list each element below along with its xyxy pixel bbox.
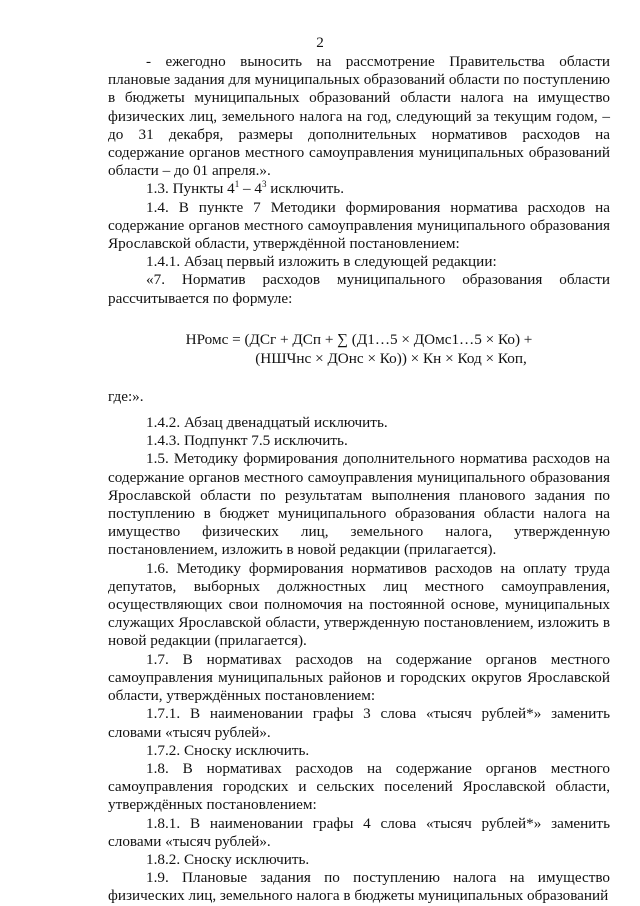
formula — [108, 330, 610, 368]
paragraph-1-4-3: 1.4.3. Подпункт 7.5 исключить. — [146, 432, 348, 450]
paragraph-1-7: 1.7. В нормативах расходов на содержание органов местного самоуправления муниципальных районов и городских округов Ярославской области, утверждённых постановлением: — [108, 650, 610, 705]
formula-line-2: (НШЧнс × ДОнс × Ко)) × Кн × Код × Коп, — [255, 349, 527, 367]
paragraph-1-4-1: 1.4.1. Абзац первый изложить в следующей редакции: — [146, 253, 497, 271]
paragraph-1-9: 1.9. Плановые задания по поступлению налога на имущество физических лиц, земельного налога в бюджеты муниципальных образований — [108, 869, 610, 905]
paragraph-1-8: 1.8. В нормативах расходов на содержание органов местного самоуправления городских и сельских поселений Ярославской области, утверждённых постановлением: — [108, 759, 610, 814]
paragraph-1-4: 1.4. В пункте 7 Методики формирования норматива расходов на содержание органов местного самоуправления муниципального образования Ярославской области, утверждённой постановлением: — [108, 198, 610, 253]
paragraph-1-7-2: 1.7.2. Сноску исключить. — [146, 741, 310, 759]
superscript-3: 3 — [261, 179, 267, 190]
paragraph-1-3-text-end: исключить. — [266, 180, 344, 198]
paragraph-where: где:». — [108, 387, 144, 405]
document-body — [108, 53, 610, 906]
paragraph-deadlines: - ежегодно выносить на рассмотрение Правительства области плановые задания для муниципальных образований области по поступлению в бюджеты муниципальных образований области налога на имущество физических лиц, земельного налога на год, следующий за текущим годом, – до 31 декабря, размеры дополнительных нормативов расходов на содержание органов местного самоуправления муниципальных образований области – до 01 апреля.». — [108, 53, 610, 180]
paragraph-1-8-1: 1.8.1. В наименовании графы 4 слова «тысяч рублей*» заменить словами «тысяч рублей». — [108, 814, 610, 850]
page-number: 2 — [316, 34, 324, 51]
paragraph-7-quote: «7. Норматив расходов муниципального образования области рассчитывается по формуле: — [108, 271, 610, 307]
paragraph-1-3 — [108, 180, 610, 198]
paragraph-1-3-text-mid: – 4 — [239, 180, 262, 198]
paragraph-1-8-2: 1.8.2. Сноску исключить. — [146, 850, 310, 868]
paragraph-1-7-1: 1.7.1. В наименовании графы 3 слова «тысяч рублей*» заменить словами «тысяч рублей». — [108, 705, 610, 741]
paragraph-1-3-text-start: 1.3. Пункты 4 — [146, 180, 235, 198]
paragraph-1-4-2: 1.4.2. Абзац двенадцатый исключить. — [146, 414, 388, 432]
paragraph-1-5: 1.5. Методику формирования дополнительного норматива расходов на содержание органов местного самоуправления муниципального образования Ярославской области по результатам выполнения планового задания по поступлению в бюджет муниципального образования области налога на имущество физических лиц, земельного налога, утвержденную постановлением, изложить в новой редакции (прилагается). — [108, 450, 610, 559]
paragraph-1-6: 1.6. Методику формирования нормативов расходов на оплату труда депутатов, выборных должностных лиц местного самоуправления, осуществляющих свои полномочия на постоянной основе, муниципальных служащих Ярославской области, утвержденную постановлением, изложить в новой редакции (прилагается). — [108, 559, 610, 650]
superscript-1: 1 — [234, 179, 240, 190]
spacer — [108, 406, 610, 414]
formula-line-1: НРомс = (ДСг + ДСп + ∑ (Д1…5 × ДОмс1…5 × Ко) + — [185, 330, 533, 348]
